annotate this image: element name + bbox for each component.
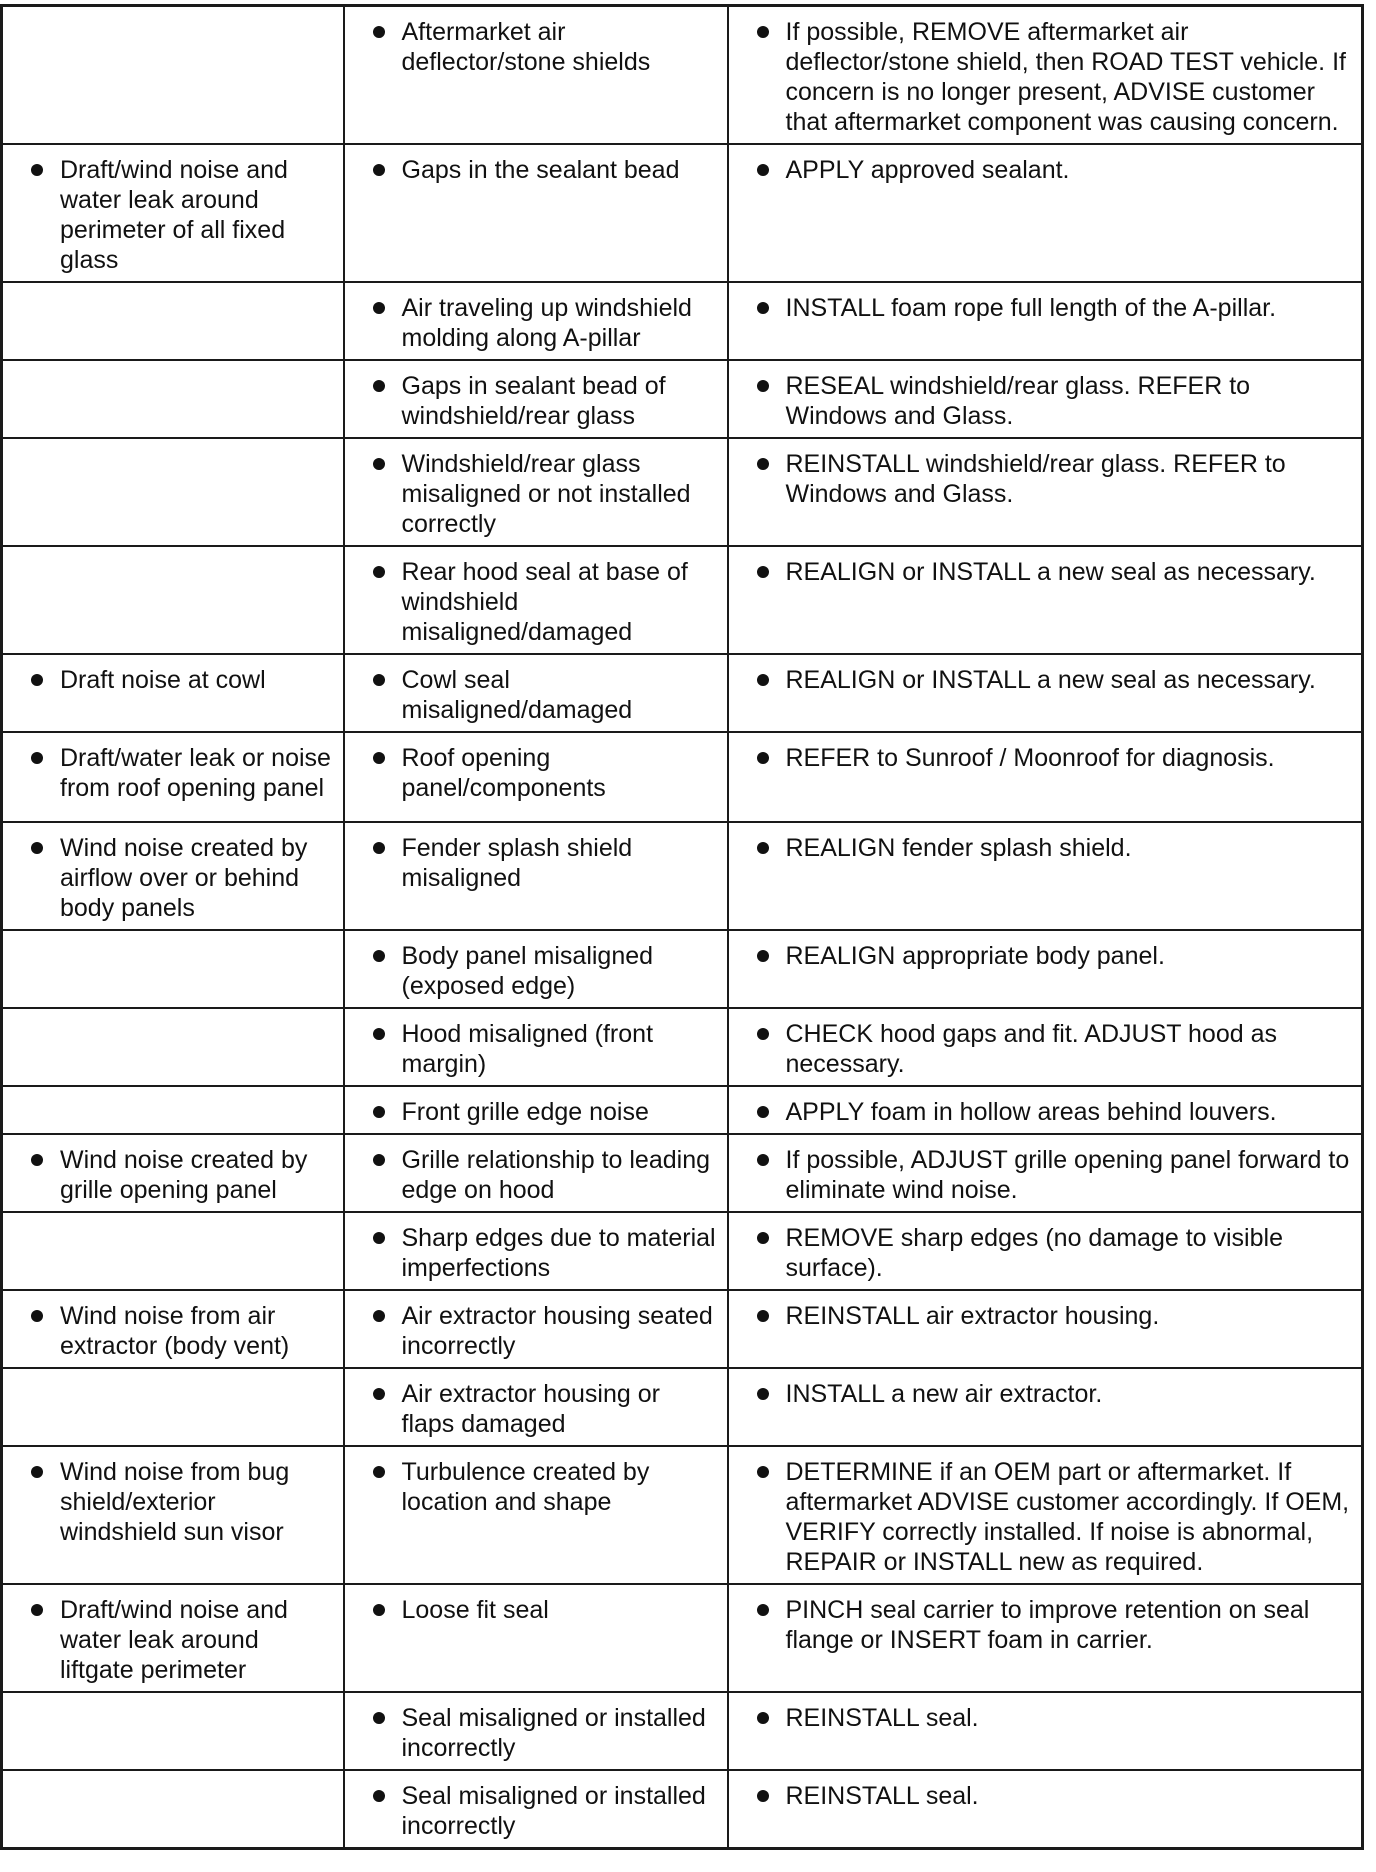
bullet-icon [757, 1028, 769, 1040]
condition-cell [2, 6, 344, 145]
bullet-icon [757, 752, 769, 764]
condition-cell [2, 1008, 344, 1086]
source-text: Fender splash shield misaligned [401, 834, 633, 892]
action-cell [728, 930, 1363, 1008]
bullet-item [753, 293, 1354, 323]
bullet-item [27, 1595, 335, 1685]
bullet-icon [757, 1604, 769, 1616]
action-text: REINSTALL air extractor housing. [785, 1302, 1160, 1330]
bullet-icon [373, 1028, 385, 1040]
source-cell [344, 282, 728, 360]
bullet-icon [31, 164, 43, 176]
table-row [2, 930, 1363, 1008]
bullet-item [369, 1019, 719, 1079]
source-cell [344, 1368, 728, 1446]
bullet-icon [373, 1232, 385, 1244]
source-text: Gaps in the sealant bead [401, 156, 680, 184]
bullet-icon [31, 752, 43, 764]
bullet-icon [757, 674, 769, 686]
action-text: RESEAL windshield/rear glass. REFER to Windows and Glass. [785, 372, 1251, 430]
bullet-item [753, 1223, 1354, 1283]
action-text: PINCH seal carrier to improve retention on seal flange or INSERT foam in carrier. [785, 1596, 1310, 1654]
source-cell [344, 144, 728, 282]
bullet-icon [757, 1466, 769, 1478]
bullet-item [753, 665, 1354, 695]
action-text: REALIGN appropriate body panel. [785, 942, 1165, 970]
bullet-item [369, 1379, 719, 1439]
action-cell [728, 6, 1363, 145]
bullet-item [369, 743, 719, 803]
condition-text: Wind noise from air extractor (body vent) [60, 1302, 290, 1360]
action-cell [728, 822, 1363, 930]
bullet-icon [373, 26, 385, 38]
table-row [2, 144, 1363, 282]
action-cell [728, 654, 1363, 732]
source-text: Front grille edge noise [401, 1098, 649, 1126]
action-text: REALIGN or INSTALL a new seal as necessary. [785, 558, 1316, 586]
table-row [2, 1446, 1363, 1584]
bullet-icon [373, 566, 385, 578]
bullet-item [753, 1703, 1354, 1733]
bullet-item [753, 1457, 1354, 1577]
action-text: REALIGN fender splash shield. [785, 834, 1132, 862]
condition-cell [2, 654, 344, 732]
condition-cell [2, 822, 344, 930]
condition-text: Draft/wind noise and water leak around perimeter of all fixed glass [60, 156, 288, 274]
bullet-item [369, 1457, 719, 1517]
table-row [2, 822, 1363, 930]
action-text: DETERMINE if an OEM part or aftermarket. If aftermarket ADVISE customer accordingly. If OEM, VERIFY correctly installed. If noise is abnormal, REPAIR or INSTALL new as required. [785, 1458, 1350, 1576]
source-cell [344, 654, 728, 732]
bullet-icon [757, 842, 769, 854]
action-cell [728, 144, 1363, 282]
bullet-icon [373, 1154, 385, 1166]
bullet-item [369, 155, 719, 185]
bullet-item [369, 1145, 719, 1205]
bullet-icon [757, 458, 769, 470]
condition-text: Wind noise from bug shield/exterior windshield sun visor [60, 1458, 290, 1546]
bullet-item [753, 557, 1354, 587]
bullet-item [369, 449, 719, 539]
bullet-icon [757, 1310, 769, 1322]
bullet-icon [757, 950, 769, 962]
source-text: Air extractor housing seated incorrectly [401, 1302, 713, 1360]
action-text: APPLY approved sealant. [785, 156, 1070, 184]
bullet-item [369, 1781, 719, 1841]
bullet-icon [373, 1790, 385, 1802]
source-text: Grille relationship to leading edge on hood [401, 1146, 711, 1204]
source-cell [344, 6, 728, 145]
action-cell [728, 1212, 1363, 1290]
source-text: Sharp edges due to material imperfections [401, 1224, 716, 1282]
bullet-item [753, 17, 1354, 137]
bullet-item [369, 1301, 719, 1361]
action-text: INSTALL foam rope full length of the A-pillar. [785, 294, 1277, 322]
action-text: CHECK hood gaps and fit. ADJUST hood as necessary. [785, 1020, 1277, 1078]
bullet-icon [757, 380, 769, 392]
bullet-item [27, 1457, 335, 1547]
condition-cell [2, 930, 344, 1008]
condition-text: Draft/wind noise and water leak around liftgate perimeter [60, 1596, 288, 1684]
condition-cell [2, 1446, 344, 1584]
bullet-icon [757, 302, 769, 314]
table-row [2, 1770, 1363, 1849]
source-cell [344, 930, 728, 1008]
action-cell [728, 360, 1363, 438]
source-text: Gaps in sealant bead of windshield/rear glass [401, 372, 666, 430]
action-cell [728, 1290, 1363, 1368]
bullet-item [369, 833, 719, 893]
action-cell [728, 732, 1363, 822]
action-cell [728, 1770, 1363, 1849]
bullet-icon [757, 26, 769, 38]
bullet-item [753, 1301, 1354, 1331]
bullet-item [753, 371, 1354, 431]
condition-cell [2, 438, 344, 546]
bullet-item [369, 941, 719, 1001]
bullet-icon [373, 950, 385, 962]
action-text: If possible, REMOVE aftermarket air deflector/stone shield, then ROAD TEST vehicle. If concern is no longer present, ADVISE customer that aftermarket component was causing concern. [785, 18, 1346, 136]
bullet-icon [31, 674, 43, 686]
bullet-item [369, 293, 719, 353]
condition-cell [2, 546, 344, 654]
table-row [2, 1008, 1363, 1086]
condition-cell [2, 1134, 344, 1212]
table-row [2, 654, 1363, 732]
condition-cell [2, 1368, 344, 1446]
bullet-item [753, 743, 1354, 773]
bullet-item [753, 155, 1354, 185]
bullet-icon [373, 1106, 385, 1118]
condition-cell [2, 1770, 344, 1849]
bullet-icon [31, 1310, 43, 1322]
source-cell [344, 1290, 728, 1368]
diagnosis-table [0, 4, 1364, 1850]
bullet-item [27, 743, 335, 803]
bullet-item [753, 1145, 1354, 1205]
source-cell [344, 1770, 728, 1849]
source-text: Turbulence created by location and shape [401, 1458, 650, 1516]
source-cell [344, 732, 728, 822]
bullet-icon [373, 164, 385, 176]
bullet-icon [373, 302, 385, 314]
action-text: If possible, ADJUST grille opening panel forward to eliminate wind noise. [785, 1146, 1350, 1204]
bullet-icon [373, 1604, 385, 1616]
bullet-item [753, 1595, 1354, 1655]
bullet-item [27, 665, 335, 695]
source-cell [344, 1584, 728, 1692]
bullet-icon [31, 1604, 43, 1616]
bullet-item [27, 1301, 335, 1361]
action-cell [728, 1446, 1363, 1584]
bullet-icon [373, 842, 385, 854]
source-text: Loose fit seal [401, 1596, 549, 1624]
condition-cell [2, 1212, 344, 1290]
bullet-item [753, 1019, 1354, 1079]
source-cell [344, 546, 728, 654]
bullet-icon [373, 674, 385, 686]
action-cell [728, 1584, 1363, 1692]
action-cell [728, 438, 1363, 546]
source-text: Rear hood seal at base of windshield misaligned/damaged [401, 558, 688, 646]
table-row [2, 6, 1363, 145]
source-cell [344, 822, 728, 930]
bullet-icon [373, 1466, 385, 1478]
action-cell [728, 282, 1363, 360]
action-text: REMOVE sharp edges (no damage to visible surface). [785, 1224, 1283, 1282]
action-cell [728, 1134, 1363, 1212]
bullet-icon [31, 1154, 43, 1166]
bullet-item [753, 1097, 1354, 1127]
bullet-icon [373, 1388, 385, 1400]
bullet-icon [757, 1388, 769, 1400]
bullet-icon [373, 752, 385, 764]
source-text: Seal misaligned or installed incorrectly [401, 1704, 706, 1762]
bullet-item [369, 17, 719, 77]
condition-cell [2, 1290, 344, 1368]
condition-cell [2, 1692, 344, 1770]
bullet-icon [757, 1232, 769, 1244]
action-text: REFER to Sunroof / Moonroof for diagnosis. [785, 744, 1275, 772]
source-cell [344, 360, 728, 438]
bullet-icon [31, 1466, 43, 1478]
condition-text: Wind noise created by grille opening panel [60, 1146, 308, 1204]
action-cell [728, 1008, 1363, 1086]
bullet-item [369, 665, 719, 725]
source-text: Hood misaligned (front margin) [401, 1020, 654, 1078]
action-text: APPLY foam in hollow areas behind louvers. [785, 1098, 1277, 1126]
source-text: Air traveling up windshield molding along A-pillar [401, 294, 692, 352]
bullet-item [753, 1781, 1354, 1811]
bullet-icon [31, 842, 43, 854]
source-cell [344, 1692, 728, 1770]
source-cell [344, 1446, 728, 1584]
bullet-item [753, 1379, 1354, 1409]
bullet-item [27, 155, 335, 275]
bullet-icon [373, 458, 385, 470]
table-row [2, 1368, 1363, 1446]
bullet-icon [373, 1310, 385, 1322]
table-row [2, 1086, 1363, 1134]
source-text: Air extractor housing or flaps damaged [401, 1380, 660, 1438]
condition-text: Draft noise at cowl [60, 666, 266, 694]
action-text: REALIGN or INSTALL a new seal as necessary. [785, 666, 1316, 694]
source-cell [344, 438, 728, 546]
condition-cell [2, 1584, 344, 1692]
bullet-icon [757, 1790, 769, 1802]
table-row [2, 282, 1363, 360]
condition-cell [2, 1086, 344, 1134]
condition-cell [2, 144, 344, 282]
bullet-item [753, 941, 1354, 971]
bullet-item [369, 1703, 719, 1763]
bullet-item [369, 1097, 719, 1127]
condition-cell [2, 732, 344, 822]
bullet-item [27, 833, 335, 923]
source-text: Body panel misaligned (exposed edge) [401, 942, 654, 1000]
table-row [2, 1212, 1363, 1290]
source-text: Seal misaligned or installed incorrectly [401, 1782, 706, 1840]
bullet-item [753, 833, 1354, 863]
source-text: Cowl seal misaligned/damaged [401, 666, 633, 724]
bullet-item [369, 371, 719, 431]
table-row [2, 1692, 1363, 1770]
table-row [2, 360, 1363, 438]
diagnosis-table-body [2, 6, 1363, 1849]
table-row [2, 732, 1363, 822]
source-cell [344, 1008, 728, 1086]
source-cell [344, 1212, 728, 1290]
action-cell [728, 546, 1363, 654]
bullet-icon [373, 380, 385, 392]
action-text: REINSTALL seal. [785, 1704, 979, 1732]
bullet-item [369, 1223, 719, 1283]
bullet-icon [757, 566, 769, 578]
bullet-icon [757, 164, 769, 176]
bullet-icon [373, 1712, 385, 1724]
table-row [2, 1584, 1363, 1692]
bullet-item [753, 449, 1354, 509]
bullet-item [369, 557, 719, 647]
bullet-icon [757, 1106, 769, 1118]
condition-cell [2, 360, 344, 438]
source-text: Aftermarket air deflector/stone shields [401, 18, 651, 76]
table-row [2, 438, 1363, 546]
condition-cell [2, 282, 344, 360]
table-row [2, 1290, 1363, 1368]
table-row [2, 1134, 1363, 1212]
condition-text: Wind noise created by airflow over or behind body panels [60, 834, 308, 922]
source-text: Roof opening panel/components [401, 744, 606, 802]
action-text: REINSTALL windshield/rear glass. REFER to Windows and Glass. [785, 450, 1286, 508]
bullet-item [369, 1595, 719, 1625]
bullet-icon [757, 1712, 769, 1724]
source-cell [344, 1086, 728, 1134]
action-cell [728, 1368, 1363, 1446]
condition-text: Draft/water leak or noise from roof opening panel [60, 744, 331, 802]
action-cell [728, 1692, 1363, 1770]
source-text: Windshield/rear glass misaligned or not installed correctly [401, 450, 691, 538]
action-cell [728, 1086, 1363, 1134]
action-text: INSTALL a new air extractor. [785, 1380, 1103, 1408]
bullet-icon [757, 1154, 769, 1166]
table-row [2, 546, 1363, 654]
action-text: REINSTALL seal. [785, 1782, 979, 1810]
source-cell [344, 1134, 728, 1212]
bullet-item [27, 1145, 335, 1205]
